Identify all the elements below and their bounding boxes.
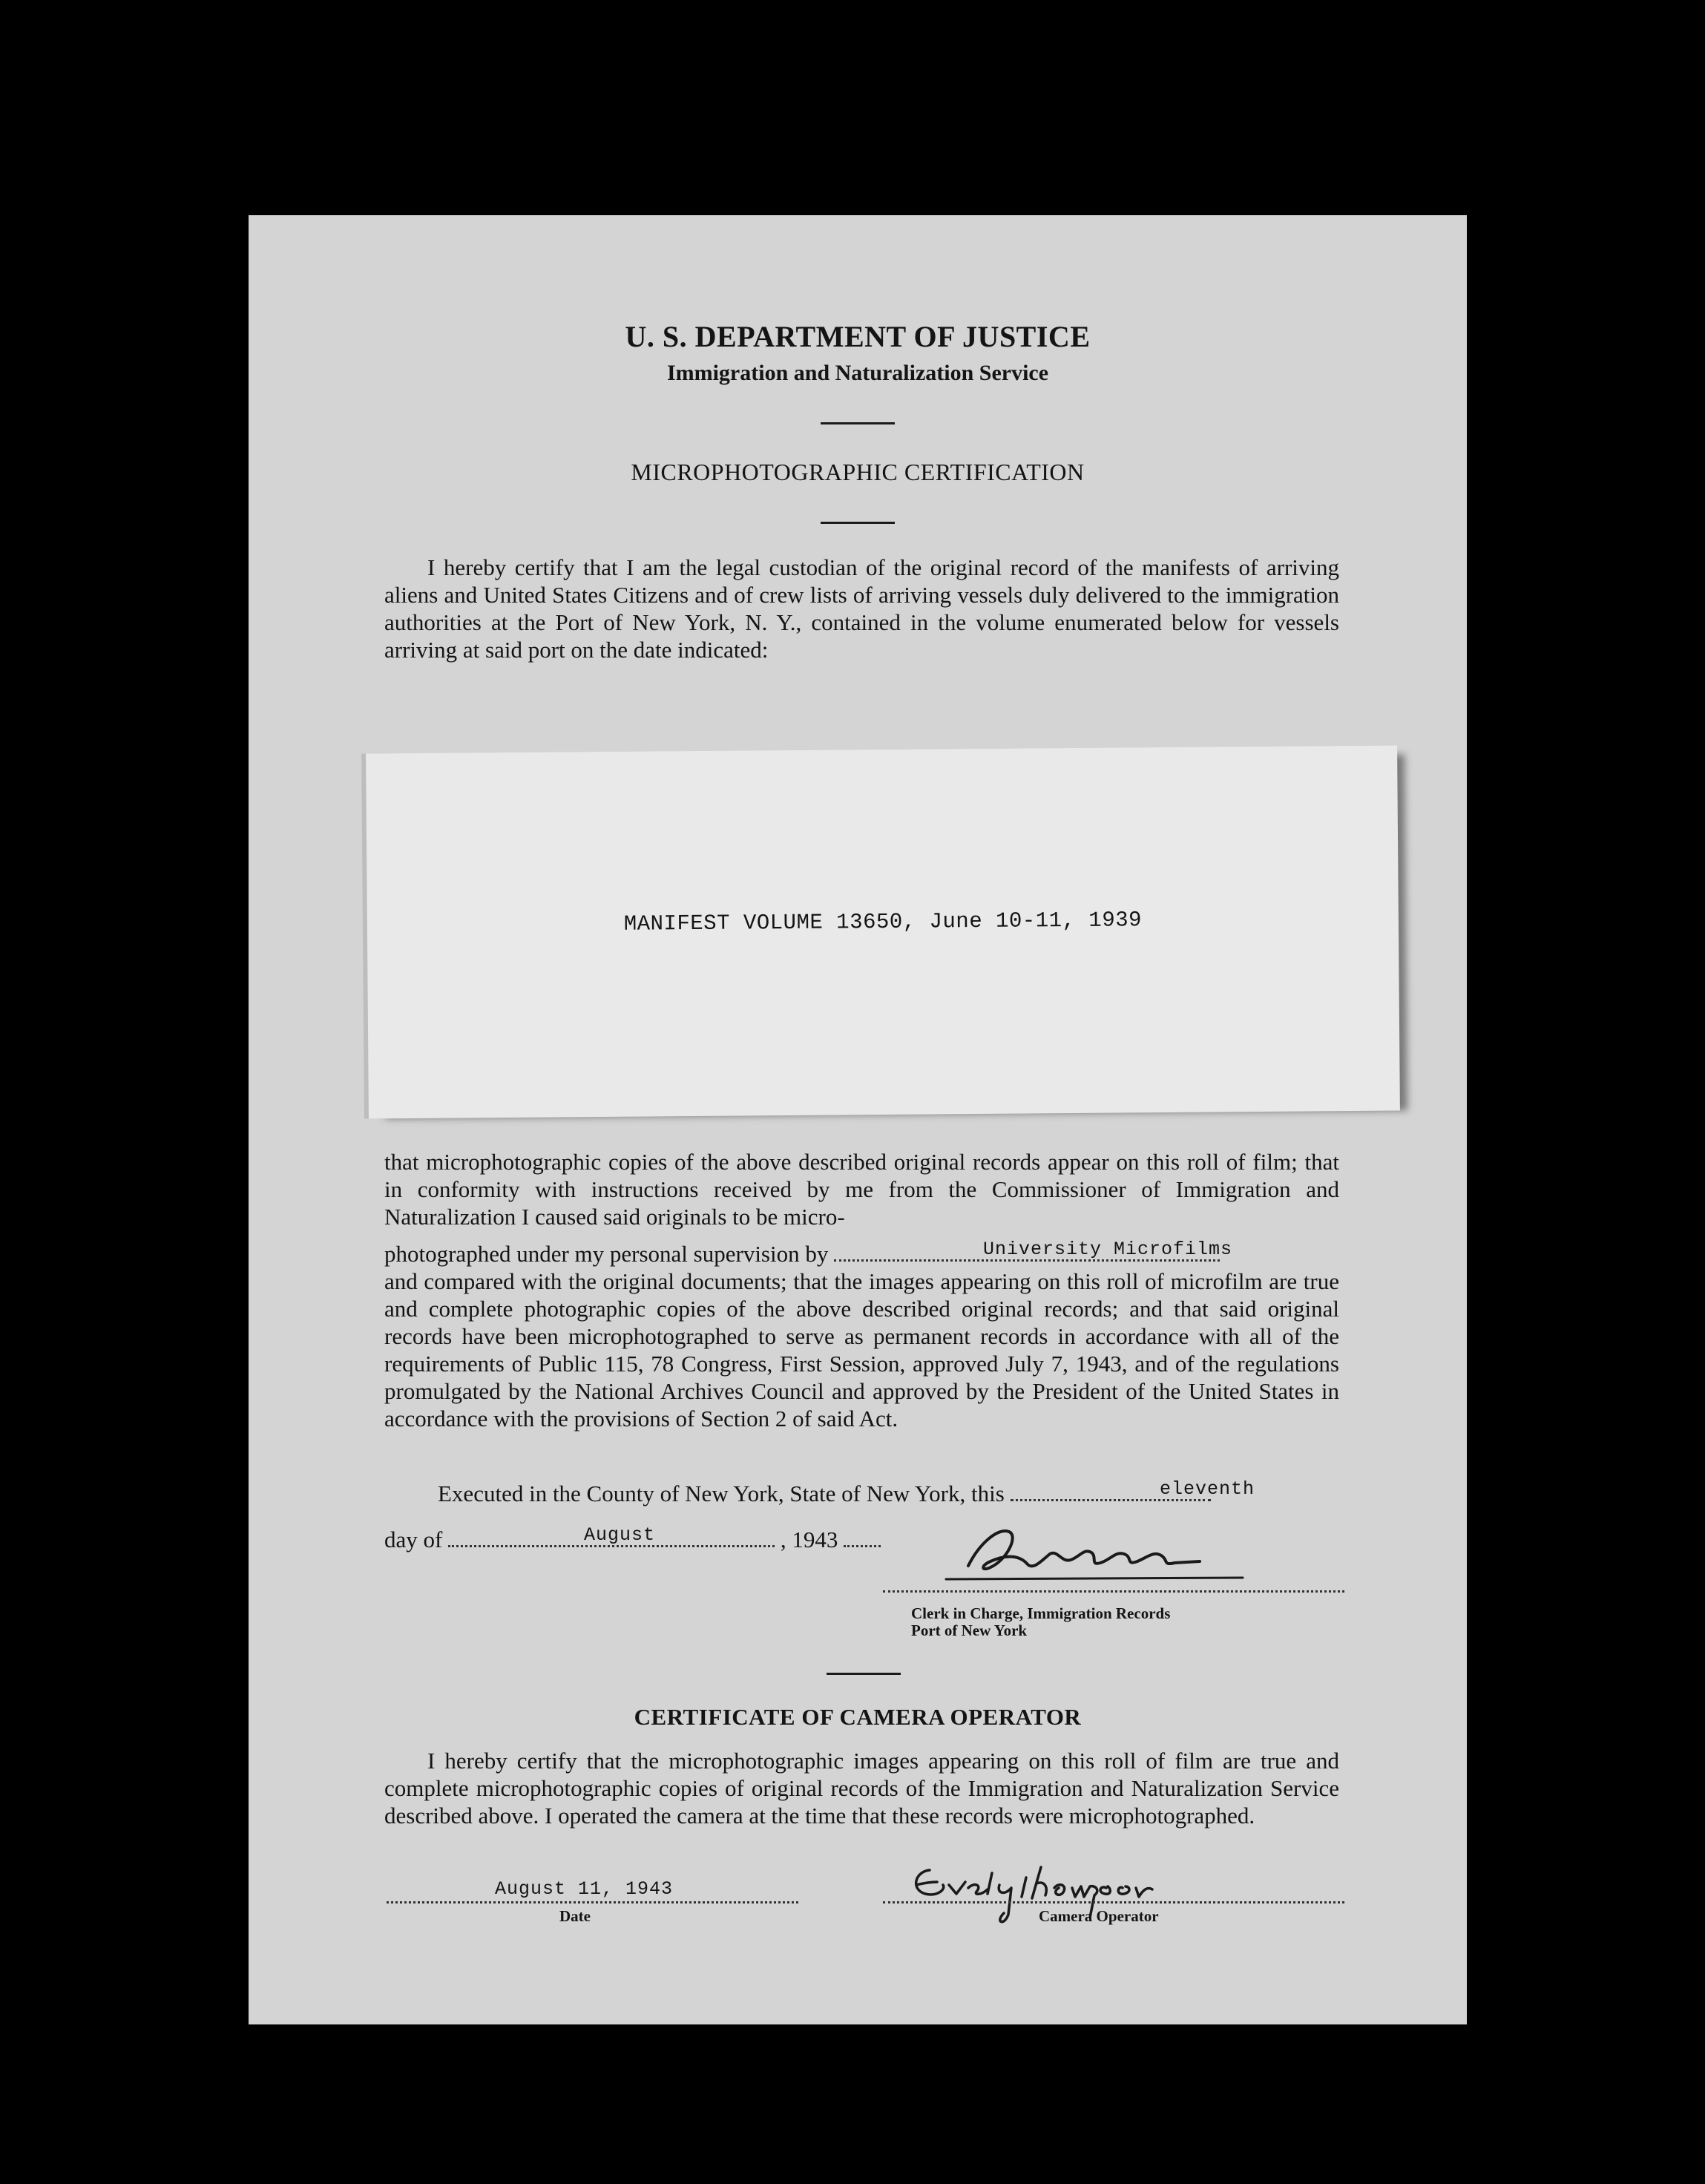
- certification-title: MICROPHOTOGRAPHIC CERTIFICATION: [631, 459, 1085, 485]
- intro-paragraph: I hereby certify that I am the legal custodian of the original record of the manifests of arriving aliens and United States Citizens and of crew lists of arriving vessels duly delivered to the immigration authorities at the Port of New York, N. Y., contained in the volume enumerated below for vessels arriving at said port on the date indicated:: [384, 554, 1339, 663]
- certificate-sheet: [249, 215, 1467, 2024]
- camera-operator-paragraph: I hereby certify that the microphotographic images appearing on this roll of film are true and complete microphotographic copies of original records of the Immigration and Naturalization Service described above. I operated the camera at the time that these records were microphotographed.: [384, 1748, 1339, 1829]
- clerk-signature-line: [883, 1590, 1344, 1593]
- day-of-label: day of: [384, 1526, 443, 1552]
- section-divider: [827, 1673, 901, 1675]
- department-heading: U. S. DEPARTMENT OF JUSTICE: [625, 320, 1091, 353]
- operator-date-label: Date: [559, 1907, 591, 1925]
- supervisor-name: University Microfilms: [983, 1239, 1233, 1260]
- operator-date-dotted-line: [387, 1901, 798, 1903]
- supervision-prefix: photographed under my personal supervision by: [384, 1241, 829, 1267]
- execution-month: August: [584, 1524, 656, 1546]
- clerk-title-line2: Port of New York: [911, 1621, 1028, 1639]
- camera-operator-label: Camera Operator: [1039, 1907, 1159, 1925]
- title-divider: [821, 522, 895, 524]
- execution-day: eleventh: [1160, 1478, 1255, 1500]
- execution-year: , 1943: [780, 1526, 838, 1552]
- clerk-title-line1: Clerk in Charge, Immigration Records: [911, 1604, 1171, 1622]
- execution-prefix: Executed in the County of New York, State of New York, this: [438, 1480, 1005, 1506]
- camera-operator-title: CERTIFICATE OF CAMERA OPERATOR: [634, 1704, 1082, 1730]
- clerk-signature-icon: [939, 1521, 1250, 1588]
- operator-signature-dotted-line: [883, 1901, 1344, 1903]
- service-subheading: Immigration and Naturalization Service: [666, 361, 1049, 385]
- body-paragraph-part1: that microphotographic copies of the above described original records appear on this roll of film; that in conformity with instructions received by me from the Commissioner of Immigration and Naturalization I caused said originals to be micro-: [384, 1149, 1339, 1230]
- execution-line: [438, 1480, 1211, 1507]
- body-paragraph-part2: and compared with the original documents; that the images appearing on this roll of microfilm are true and complete photographic copies of the above described original records; and that said original records have been microphotographed to serve as permanent records in accordance with all of the requirements of Public 115, 78 Congress, First Session, approved July 7, 1943, and of the regulations promulgated by the National Archives Council and approved by the President of the United States in accordance with the provisions of Section 2 of said Act.: [384, 1268, 1339, 1432]
- year-dotted-line: [844, 1544, 881, 1547]
- operator-date-value: August 11, 1943: [495, 1878, 674, 1900]
- manifest-volume-text: MANIFEST VOLUME 13650, June 10-11, 1939: [623, 908, 1143, 937]
- header-divider: [821, 422, 895, 424]
- manifest-volume-card: [366, 746, 1400, 1119]
